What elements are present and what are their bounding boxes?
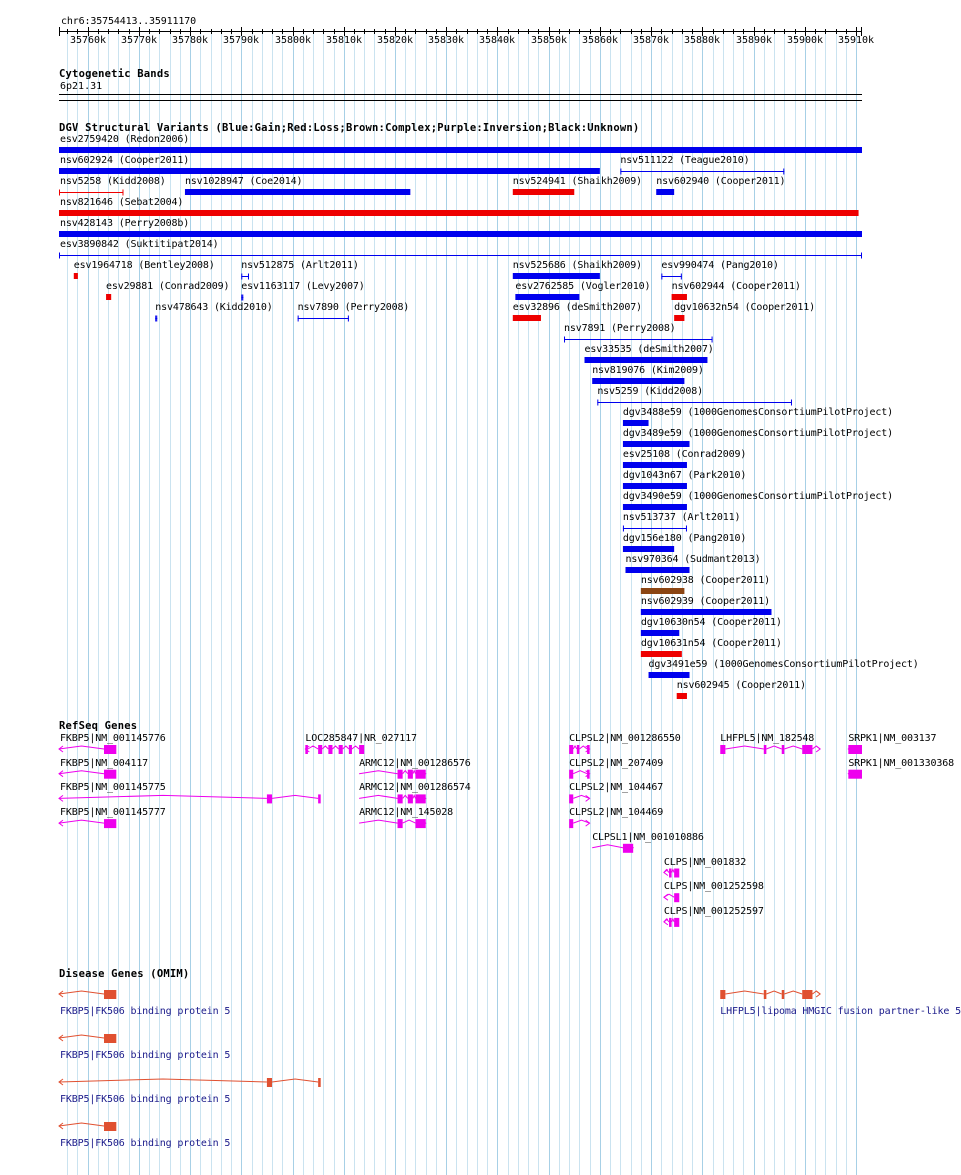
- ruler-tick-label: 35870k: [632, 35, 670, 46]
- refseq-gene-intron: [59, 746, 104, 749]
- omim-gene-exon: [318, 1078, 321, 1087]
- refseq-gene-exon: [415, 794, 425, 803]
- refseq-gene-exon: [415, 770, 425, 779]
- variant-bar: [656, 189, 674, 195]
- variant-label-nsv428143: nsv428143 (Perry2008b): [60, 218, 190, 229]
- ruler-tick-label: 35910k: [837, 35, 875, 46]
- variant-bar: [641, 609, 772, 615]
- omim-gene-exon: [104, 1034, 116, 1043]
- refseq-gene-exon: [408, 794, 413, 803]
- refseq-gene-exon: [669, 918, 672, 927]
- variant-bar: [623, 483, 687, 489]
- refseq-gene-intron: [573, 746, 587, 749]
- omim-gene-label: FKBP5|FK506 binding protein 5: [60, 1050, 231, 1061]
- variant-label-esv32896: esv32896 (deSmith2007): [512, 302, 642, 313]
- variant-label-esv33535: esv33535 (deSmith2007): [584, 344, 714, 355]
- variant-label-dgv10632n54: dgv10632n54 (Cooper2011): [674, 302, 816, 313]
- cytoband-track-title: Cytogenetic Bands: [59, 68, 170, 80]
- refseq-gene-exon: [569, 745, 573, 754]
- refseq-gene-label: CLPSL2|NM_104469: [569, 807, 664, 819]
- refseq-gene-intron: [59, 795, 318, 798]
- ruler-tick-label: 35850k: [530, 35, 568, 46]
- refseq-gene-exon: [359, 745, 364, 754]
- refseq-gene-exon: [569, 770, 573, 779]
- refseq-gene-exon: [674, 893, 679, 902]
- variant-bar: [513, 273, 600, 279]
- refseq-gene-exon: [339, 745, 343, 754]
- variant-label-esv3890842: esv3890842 (Suktitipat2014): [60, 239, 219, 250]
- variant-label-nsv5258: nsv5258 (Kidd2008): [60, 176, 166, 187]
- variant-bar: [623, 504, 687, 510]
- refseq-gene-label: CLPSL2|NM_104467: [569, 782, 664, 794]
- variant-label-nsv602944: nsv602944 (Cooper2011): [671, 281, 801, 292]
- ruler-tick-label: 35790k: [222, 35, 260, 46]
- refseq-gene-intron: [59, 820, 104, 823]
- variant-bar: [625, 567, 689, 573]
- variant-label-esv25108: esv25108 (Conrad2009): [622, 449, 747, 460]
- variant-label-nsv602938: nsv602938 (Cooper2011): [640, 575, 770, 586]
- ruler-tick-label: 35890k: [735, 35, 773, 46]
- refseq-gene-label: CLPS|NM_001252598: [663, 881, 764, 893]
- refseq-gene-label: ARMC12|NM_001286576: [359, 757, 471, 769]
- variant-bar: [592, 378, 684, 384]
- variant-label-nsv525686: nsv525686 (Shaikh2009): [512, 260, 642, 271]
- refseq-gene-exon: [782, 745, 785, 754]
- variant-label-nsv7890: nsv7890 (Perry2008): [297, 302, 410, 313]
- ruler-tick-label: 35810k: [325, 35, 363, 46]
- omim-gene-exon: [764, 990, 767, 999]
- variant-bar: [649, 672, 690, 678]
- variant-bar: [513, 315, 541, 321]
- variant-label-nsv970364: nsv970364 (Sudmant2013): [625, 554, 761, 565]
- refseq-gene-exon: [569, 819, 573, 828]
- variant-label-nsv5259: nsv5259 (Kidd2008): [597, 386, 703, 397]
- refseq-gene-exon: [569, 794, 573, 803]
- refseq-gene-label: CLPSL2|NM_207409: [569, 757, 664, 769]
- variant-label-esv2759420: esv2759420 (Redon2006): [60, 134, 190, 145]
- omim-gene-intron: [59, 991, 104, 994]
- variant-bar: [623, 441, 690, 447]
- omim-gene-strand-arrow: [816, 991, 820, 997]
- variant-bar: [59, 210, 859, 216]
- refseq-gene-exon: [104, 770, 116, 779]
- variant-label-nsv1028947: nsv1028947 (Coe2014): [184, 176, 303, 187]
- refseq-gene-exon: [318, 745, 322, 754]
- refseq-gene-label: ARMC12|NM_145028: [359, 807, 454, 819]
- variant-bar: [585, 357, 708, 363]
- refseq-gene-exon: [267, 794, 272, 803]
- variant-bar: [641, 588, 685, 594]
- refseq-track-title: RefSeq Genes: [59, 720, 138, 732]
- variant-bar: [185, 189, 410, 195]
- ruler-tick-label: 35830k: [427, 35, 465, 46]
- variant-bar: [74, 273, 78, 279]
- variant-label-esv1163117: esv1163117 (Levy2007): [241, 281, 365, 292]
- refseq-gene-intron: [592, 845, 623, 848]
- variant-bar: [59, 231, 862, 237]
- refseq-gene-strand-arrow: [816, 746, 820, 752]
- omim-gene-label: FKBP5|FK506 binding protein 5: [60, 1094, 231, 1105]
- refseq-gene-exon: [764, 745, 767, 754]
- refseq-gene-label: CLPS|NM_001832: [663, 856, 747, 868]
- omim-gene-exon: [802, 990, 812, 999]
- omim-gene-label: FKBP5|FK506 binding protein 5: [60, 1138, 231, 1149]
- refseq-gene-strand-arrow: [586, 795, 590, 801]
- refseq-gene-exon: [669, 869, 672, 878]
- variant-bar: [672, 294, 687, 300]
- variant-bar: [641, 630, 679, 636]
- omim-gene-intron: [59, 1079, 318, 1082]
- variant-bar: [623, 420, 649, 426]
- variant-label-dgv3489e59: dgv3489e59 (1000GenomesConsortiumPilotProject): [622, 428, 893, 439]
- omim-gene-exon: [720, 990, 725, 999]
- variant-label-nsv602945: nsv602945 (Cooper2011): [676, 680, 806, 691]
- refseq-gene-label: FKBP5|NM_004117: [60, 757, 149, 769]
- variant-bar: [677, 693, 687, 699]
- refseq-gene-exon: [674, 869, 679, 878]
- variant-label-esv990474: esv990474 (Pang2010): [661, 260, 779, 271]
- variant-bar: [106, 294, 111, 300]
- refseq-gene-exon: [104, 745, 116, 754]
- refseq-gene-strand-arrow: [586, 820, 590, 826]
- variant-label-nsv524941: nsv524941 (Shaikh2009): [512, 176, 642, 187]
- refseq-gene-label: ARMC12|NM_001286574: [359, 782, 471, 794]
- refseq-gene-exon: [848, 770, 862, 779]
- ruler-tick-label: 35770k: [120, 35, 158, 46]
- variant-label-dgv3491e59: dgv3491e59 (1000GenomesConsortiumPilotProject): [648, 659, 919, 670]
- variant-bar: [59, 168, 600, 174]
- dgv-track-title: DGV Structural Variants (Blue:Gain;Red:Loss;Brown:Complex;Purple:Inversion;Black:Unknown): [59, 122, 640, 134]
- refseq-gene-exon: [848, 745, 862, 754]
- variant-label-esv2762585: esv2762585 (Vogler2010): [515, 281, 651, 292]
- refseq-gene-label: LOC285847|NR_027117: [305, 733, 417, 744]
- ruler-position: chr6:35754413..35911170: [61, 16, 197, 27]
- variant-label-esv1964718: esv1964718 (Bentley2008): [73, 260, 215, 271]
- refseq-gene-label: FKBP5|NM_001145776: [60, 733, 166, 744]
- omim-gene-exon: [104, 1122, 116, 1131]
- ruler-tick-label: 35840k: [478, 35, 516, 46]
- refseq-gene-strand-arrow: [664, 919, 668, 925]
- refseq-gene-exon: [408, 770, 413, 779]
- variant-label-nsv819076: nsv819076 (Kim2009): [592, 365, 704, 376]
- refseq-gene-intron: [359, 820, 415, 823]
- variant-label-nsv602939: nsv602939 (Cooper2011): [640, 596, 770, 607]
- ruler-tick-label: 35860k: [581, 35, 619, 46]
- variant-label-nsv512875: nsv512875 (Arlt2011): [241, 260, 359, 271]
- variant-label-dgv10630n54: dgv10630n54 (Cooper2011): [640, 617, 782, 628]
- refseq-gene-exon: [415, 819, 425, 828]
- omim-gene-exon: [267, 1078, 272, 1087]
- variant-bar: [641, 651, 682, 657]
- variant-label-dgv10631n54: dgv10631n54 (Cooper2011): [640, 638, 782, 649]
- refseq-gene-exon: [349, 745, 352, 754]
- variant-bar: [515, 294, 579, 300]
- refseq-gene-intron: [59, 771, 104, 774]
- refseq-gene-label: FKBP5|NM_001145777: [60, 807, 166, 819]
- refseq-gene-intron: [359, 795, 415, 798]
- refseq-gene-label: LHFPL5|NM_182548: [720, 733, 815, 744]
- omim-gene-exon: [782, 990, 785, 999]
- variant-bar: [623, 462, 687, 468]
- refseq-gene-label: CLPSL2|NM_001286550: [569, 733, 681, 744]
- omim-gene-intron: [59, 1035, 104, 1038]
- variant-label-nsv7891: nsv7891 (Perry2008): [564, 323, 676, 334]
- omim-gene-label: FKBP5|FK506 binding protein 5: [60, 1006, 231, 1017]
- refseq-gene-strand-arrow: [664, 870, 668, 876]
- variant-label-nsv478643: nsv478643 (Kidd2010): [155, 302, 273, 313]
- refseq-gene-strand-arrow: [664, 894, 668, 900]
- variant-bar: [513, 189, 574, 195]
- refseq-gene-label: SRPK1|NM_001330368: [848, 757, 954, 769]
- ruler-tick-label: 35760k: [69, 35, 107, 46]
- refseq-gene-exon: [318, 794, 321, 803]
- refseq-gene-exon: [104, 819, 116, 828]
- variant-bar: [623, 546, 674, 552]
- refseq-gene-exon: [398, 794, 403, 803]
- omim-gene-exon: [104, 990, 116, 999]
- variant-label-nsv602940: nsv602940 (Cooper2011): [656, 176, 786, 187]
- variant-label-dgv156e180: dgv156e180 (Pang2010): [622, 533, 747, 544]
- variant-label-dgv1043n67: dgv1043n67 (Park2010): [622, 470, 747, 481]
- refseq-gene-exon: [674, 918, 679, 927]
- variant-label-dgv3488e59: dgv3488e59 (1000GenomesConsortiumPilotProject): [622, 407, 893, 418]
- refseq-gene-exon: [328, 745, 332, 754]
- omim-gene-intron: [59, 1123, 104, 1126]
- refseq-gene-exon: [802, 745, 812, 754]
- omim-track-title: Disease Genes (OMIM): [59, 968, 190, 980]
- variant-label-esv29881: esv29881 (Conrad2009): [106, 281, 230, 292]
- refseq-gene-label: CLPS|NM_001252597: [663, 905, 764, 917]
- variant-label-nsv511122: nsv511122 (Teague2010): [620, 155, 750, 166]
- refseq-gene-exon: [398, 770, 403, 779]
- refseq-gene-label: FKBP5|NM_001145775: [60, 782, 166, 794]
- refseq-gene-exon: [720, 745, 725, 754]
- refseq-gene-intron: [359, 771, 415, 774]
- variant-label-nsv602924: nsv602924 (Cooper2011): [60, 155, 190, 166]
- variant-bar: [674, 315, 684, 321]
- omim-gene-label: LHFPL5|lipoma HMGIC fusion partner-like 5: [720, 1006, 961, 1017]
- refseq-gene-exon: [623, 844, 633, 853]
- variant-label-nsv513737: nsv513737 (Arlt2011): [622, 512, 741, 523]
- cytoband-label: 6p21.31: [60, 81, 103, 92]
- variant-bar: [59, 147, 862, 153]
- ruler-tick-label: 35880k: [683, 35, 721, 46]
- refseq-gene-intron: [573, 771, 587, 774]
- ruler-tick-label: 35900k: [786, 35, 824, 46]
- variant-label-nsv821646: nsv821646 (Sebat2004): [60, 197, 184, 208]
- refseq-gene-label: CLPSL1|NM_001010886: [592, 831, 704, 843]
- ruler-tick-label: 35820k: [376, 35, 414, 46]
- ruler-tick-label: 35780k: [171, 35, 209, 46]
- variant-label-dgv3490e59: dgv3490e59 (1000GenomesConsortiumPilotProject): [622, 491, 893, 502]
- refseq-gene-exon: [398, 819, 403, 828]
- ruler-tick-label: 35800k: [274, 35, 312, 46]
- refseq-gene-label: SRPK1|NM_003137: [848, 733, 937, 744]
- refseq-gene-exon: [577, 745, 580, 754]
